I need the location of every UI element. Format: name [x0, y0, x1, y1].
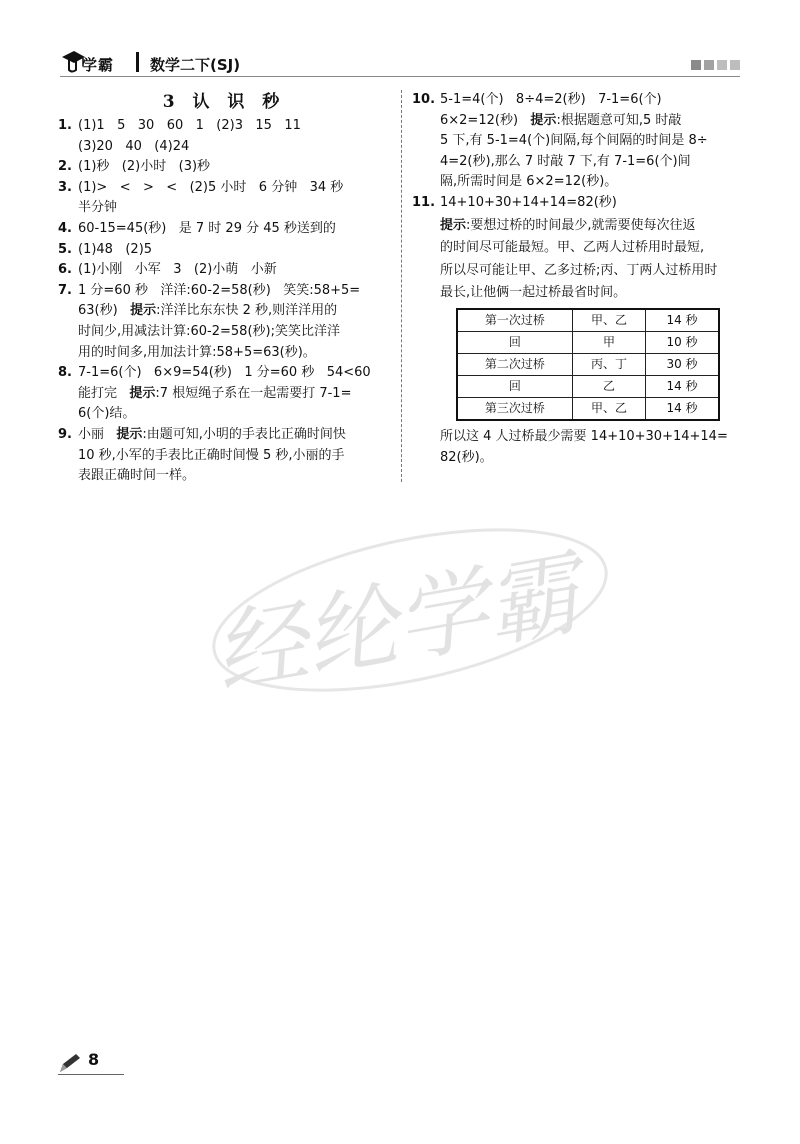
table-cell: 第三次过桥: [457, 397, 572, 420]
answer-line: 表跟正确时间一样。: [78, 468, 196, 484]
hint-line: 的时间尽可能最短。甲、乙两人过桥用时最短,: [440, 240, 705, 256]
answer-line: 用的时间多,用加法计算:58+5=63(秒)。: [78, 344, 316, 360]
table-cell: 第一次过桥: [457, 309, 572, 332]
table-row: [457, 353, 719, 375]
left-answer-list: [58, 116, 390, 487]
section-title: 3 认 识 秒: [162, 92, 286, 112]
table-row: [457, 375, 719, 397]
brand-name: 学霸: [82, 56, 115, 74]
table-cell: 回: [457, 375, 572, 397]
answer-line: 1 分=60 秒 洋洋:60-2=58(秒) 笑笑:58+5=: [78, 282, 361, 298]
answer-item: [58, 157, 390, 178]
answer-line: 小丽 提示:由题可知,小明的手表比正确时间快: [78, 426, 346, 442]
answer-item: [58, 425, 390, 487]
question-number: 8.: [58, 365, 72, 381]
conclusion-line: 所以这 4 人过桥最少需要 14+10+30+14+14=: [440, 428, 728, 444]
table-cell: 14 秒: [646, 309, 719, 332]
answer-line: 10 秒,小军的手表比正确时间慢 5 秒,小丽的手: [78, 447, 345, 463]
question-number: 9.: [58, 426, 72, 442]
hint-label: 提示: [130, 303, 157, 319]
question-number: 6.: [58, 262, 72, 278]
footer-rule: [58, 1074, 124, 1075]
hint-label: 提示: [116, 426, 143, 442]
table-row: [457, 331, 719, 353]
table-cell: 甲、乙: [572, 397, 645, 420]
hint-label: 提示: [440, 217, 467, 233]
table-cell: 回: [457, 331, 572, 353]
question-number: 7.: [58, 282, 72, 298]
right-column: [412, 90, 742, 468]
answer-item: [412, 193, 742, 214]
table-row: [457, 397, 719, 420]
answer-item: [58, 363, 390, 425]
header-rule: [60, 76, 740, 77]
question-number: 4.: [58, 220, 72, 236]
question-number: 11.: [412, 194, 436, 210]
book-title: 数学二下(SJ): [150, 56, 241, 74]
answer-item: [58, 281, 390, 363]
hint-label: 提示: [530, 112, 557, 128]
answer-line: 63(秒) 提示:洋洋比东东快 2 秒,则洋洋用的: [78, 303, 338, 319]
answer-item: [58, 260, 390, 281]
pencil-icon: [58, 1052, 82, 1074]
answer-line: 7-1=6(个) 6×9=54(秒) 1 分=60 秒 54<60: [78, 365, 371, 381]
table-row: [457, 309, 719, 332]
header-decoration: [691, 60, 740, 70]
header-separator: [136, 52, 139, 72]
table-cell: 30 秒: [646, 353, 719, 375]
answer-line: 隔,所需时间是 6×2=12(秒)。: [440, 174, 618, 190]
question-number: 2.: [58, 159, 72, 175]
answer-line: 5 下,有 5-1=4(个)间隔,每个间隔的时间是 8÷: [440, 133, 708, 149]
table-cell: 甲、乙: [572, 309, 645, 332]
page-header: [60, 46, 740, 80]
answer-line: 4=2(秒),那么 7 时敲 7 下,有 7-1=6(个)间: [440, 153, 691, 169]
table-cell: 10 秒: [646, 331, 719, 353]
left-column: [58, 90, 390, 487]
answer-line: (1)小刚 小军 3 (2)小萌 小新: [78, 262, 277, 278]
table-conclusion: [412, 427, 742, 468]
answer-line: (1)48 (2)5: [78, 241, 153, 257]
hint-label: 提示: [129, 385, 156, 401]
question-number: 5.: [58, 241, 72, 257]
answer-line: 6(个)结。: [78, 406, 136, 422]
hint-line: 所以尽可能让甲、乙多过桥;丙、丁两人过桥用时: [440, 262, 718, 278]
answer-item: [412, 90, 742, 193]
bridge-crossing-table: [456, 308, 720, 421]
question-number: 3.: [58, 179, 72, 195]
table-cell: 第二次过桥: [457, 353, 572, 375]
table-cell: 乙: [572, 375, 645, 397]
answer-line: 半分钟: [78, 200, 118, 216]
answer-line: (1)秒 (2)小时 (3)秒: [78, 159, 211, 175]
answer-item: [58, 178, 390, 219]
watermark-text: 经纶学霸: [205, 539, 587, 709]
conclusion-line: 82(秒)。: [440, 449, 493, 465]
question-number: 1.: [58, 118, 72, 133]
answer-line: 6×2=12(秒) 提示:根据题意可知,5 时敲: [440, 112, 682, 128]
answer-line: 60-15=45(秒) 是 7 时 29 分 45 秒送到的: [78, 220, 336, 236]
hint-line: 提示:要想过桥的时间最少,就需要使每次往返: [440, 217, 696, 233]
answer-line: (3)20 40 (4)24: [78, 138, 190, 154]
answer-line: (1)> < > < (2)5 小时 6 分钟 34 秒: [78, 179, 344, 195]
table-cell: 甲: [572, 331, 645, 353]
right-answer-list: [412, 90, 742, 214]
answer-item: [58, 219, 390, 240]
answer-line: 时间少,用减法计算:60-2=58(秒);笑笑比洋洋: [78, 323, 340, 339]
table-cell: 丙、丁: [572, 353, 645, 375]
answer-item: [58, 240, 390, 261]
table-cell: 14 秒: [646, 397, 719, 420]
column-divider: [401, 90, 402, 482]
question-number: 10.: [412, 92, 436, 107]
answer-line: 14+10+30+14+14=82(秒): [440, 194, 617, 210]
hint-11: [412, 216, 742, 304]
answer-line: 能打完 提示:7 根短绳子系在一起需要打 7-1=: [78, 385, 352, 401]
answer-line: (1)1 5 30 60 1 (2)3 15 11: [78, 118, 301, 133]
watermark: [190, 490, 610, 720]
answer-item: [58, 116, 390, 157]
hint-line: 最长,让他俩一起过桥最省时间。: [440, 285, 627, 301]
answer-line: 5-1=4(个) 8÷4=2(秒) 7-1=6(个): [440, 92, 662, 107]
page-number: 8: [88, 1050, 100, 1069]
table-cell: 14 秒: [646, 375, 719, 397]
